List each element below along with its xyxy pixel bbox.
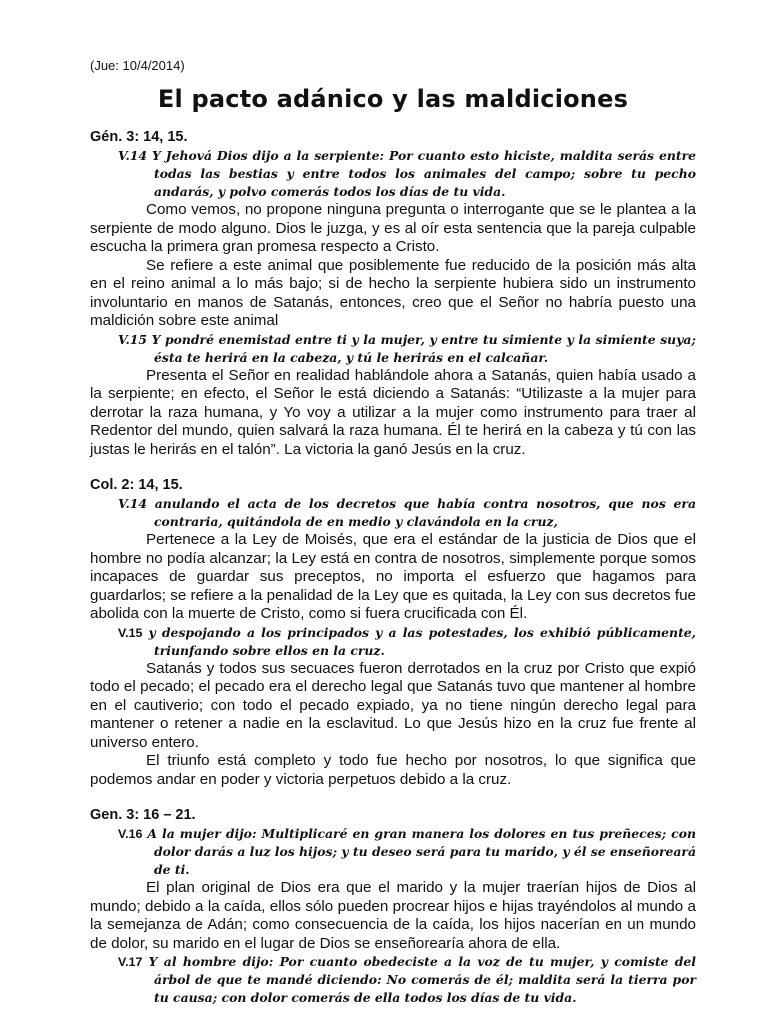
scripture-reference: Gén. 3: 14, 15. [90, 129, 188, 145]
verse-quote [118, 953, 696, 1007]
date-line: (Jue: 10/4/2014) [90, 58, 185, 73]
verse-text: Y al hombre dijo: Por cuanto obedeciste a la voz de tu mujer, y comiste del árbol de que te mandé diciendo: No comerás de él; maldita será la tierra por tu causa; con dolor comerás de ella todos los días de tu vida. [148, 954, 696, 1005]
commentary-paragraph: Pertenece a la Ley de Moisés, que era el estándar de la justicia de Dios que el hombre no podía alcanzar; la Ley está en contra de nosotros, simplemente porque somos incapaces de guardar sus preceptos, no importa el esfuerzo que hagamos para guardarlos; se refiere a la penalidad de la Ley que es quitada, la Ley con sus decretos fue abolida con la muerte de Cristo, como si fuera crucificada con Él. [90, 531, 696, 622]
verse-text: A la mujer dijo: Multiplicaré en gran manera los dolores en tus preñeces; con dolor darás a luz los hijos; y tu deseo será para tu marido, y él se enseñoreará de ti. [147, 826, 696, 877]
commentary-paragraph: Presenta el Señor en realidad hablándole ahora a Satanás, quien había usado a la serpiente; en efecto, el Señor le está diciendo a Satanás: “Utilizaste a la mujer para derrotar la raza humana, y Yo voy a utilizar a la mujer como instrumento para traer al Redentor del mundo, quien salvará la raza humana. Él te herirá en la cabeza y tú con las justas le herirás en el talón”. La victoria la ganó Jesús en la cruz. [90, 366, 696, 458]
verse-number: V.17 [118, 955, 143, 969]
verse-quote [118, 495, 696, 531]
scripture-reference: Col. 2: 14, 15. [90, 477, 183, 493]
commentary-paragraph: El triunfo está completo y todo fue hecho por nosotros, lo que significa que podemos andar en poder y victoria perpetuos debido a la cruz. [90, 752, 696, 788]
verse-number: V.14 [118, 148, 148, 163]
commentary-paragraph: Se refiere a este animal que posiblemente fue reducido de la posición más alta en el reino animal a lo más bajo; si de hecho la serpiente hubiera sido un instrumento involuntario en manos de Satanás, entonces, creo que el Señor no habría puesto una maldición sobre este animal [90, 256, 696, 329]
verse-number: V.15 [118, 625, 143, 640]
verse-text: anulando el acta de los decretos que había contra nosotros, que nos era contraria, quitándola de en medio y clavándola en la cruz, [154, 496, 696, 529]
verse-quote [118, 147, 696, 201]
scripture-section [90, 807, 696, 1007]
commentary-paragraph: El plan original de Dios era que el marido y la mujer traerían hijos de Dios al mundo; debido a la caída, ellos sólo pueden procrear hijos e hijas trayéndolos al mundo a la semejanza de Adán; como consecuencia de la caída, los hijos nacerían en un mundo de dolor, su marido en el lugar de Dios se enseñorearía ahora de ella. [90, 879, 696, 952]
document-body [90, 129, 696, 1007]
verse-text: Y pondré enemistad entre ti y la mujer, y entre tu simiente y la simiente suya; ésta te herirá en la cabeza, y tú le herirás en el calcañar. [151, 331, 696, 365]
verse-quote [118, 624, 696, 660]
page-title: El pacto adánico y las maldiciones [157, 85, 629, 113]
verse-number: V.15 [118, 331, 148, 347]
commentary-paragraph: Como vemos, no propone ninguna pregunta o interrogante que se le plantea a la serpiente de modo alguno. Dios le juzga, y es al oír esta sentencia que la pareja culpable escucha la primera gran promesa respecto a Cristo. [90, 201, 696, 255]
scripture-section [90, 129, 696, 459]
verse-text: Y Jehová Dios dijo a la serpiente: Por cuanto esto hiciste, maldita serás entre todas las bestias y entre todos los animales del campo; sobre tu pecho andarás, y polvo comerás todos los días de tu vida. [151, 148, 696, 199]
verse-number: V.14 [118, 496, 148, 511]
verse-number: V.16 [118, 827, 143, 841]
verse-quote [118, 825, 696, 879]
verse-text: y despojando a los principados y a las potestades, los exhibió públicamente, triunfando sobre ellos en la cruz. [148, 624, 696, 658]
scripture-section [90, 477, 696, 789]
verse-quote [118, 331, 696, 367]
scripture-reference: Gen. 3: 16 – 21. [90, 807, 196, 823]
commentary-paragraph: Satanás y todos sus secuaces fueron derrotados en la cruz por Cristo que expió todo el pecado; el pecado era el derecho legal que Satanás tuvo que mantener al hombre en el cautiverio; con todo el pecado expiado, ya no tiene ningún derecho legal para mantener o retener a nadie en la esclavitud. Lo que Jesús hizo en la cruz fue frente al universo entero. [90, 659, 696, 751]
